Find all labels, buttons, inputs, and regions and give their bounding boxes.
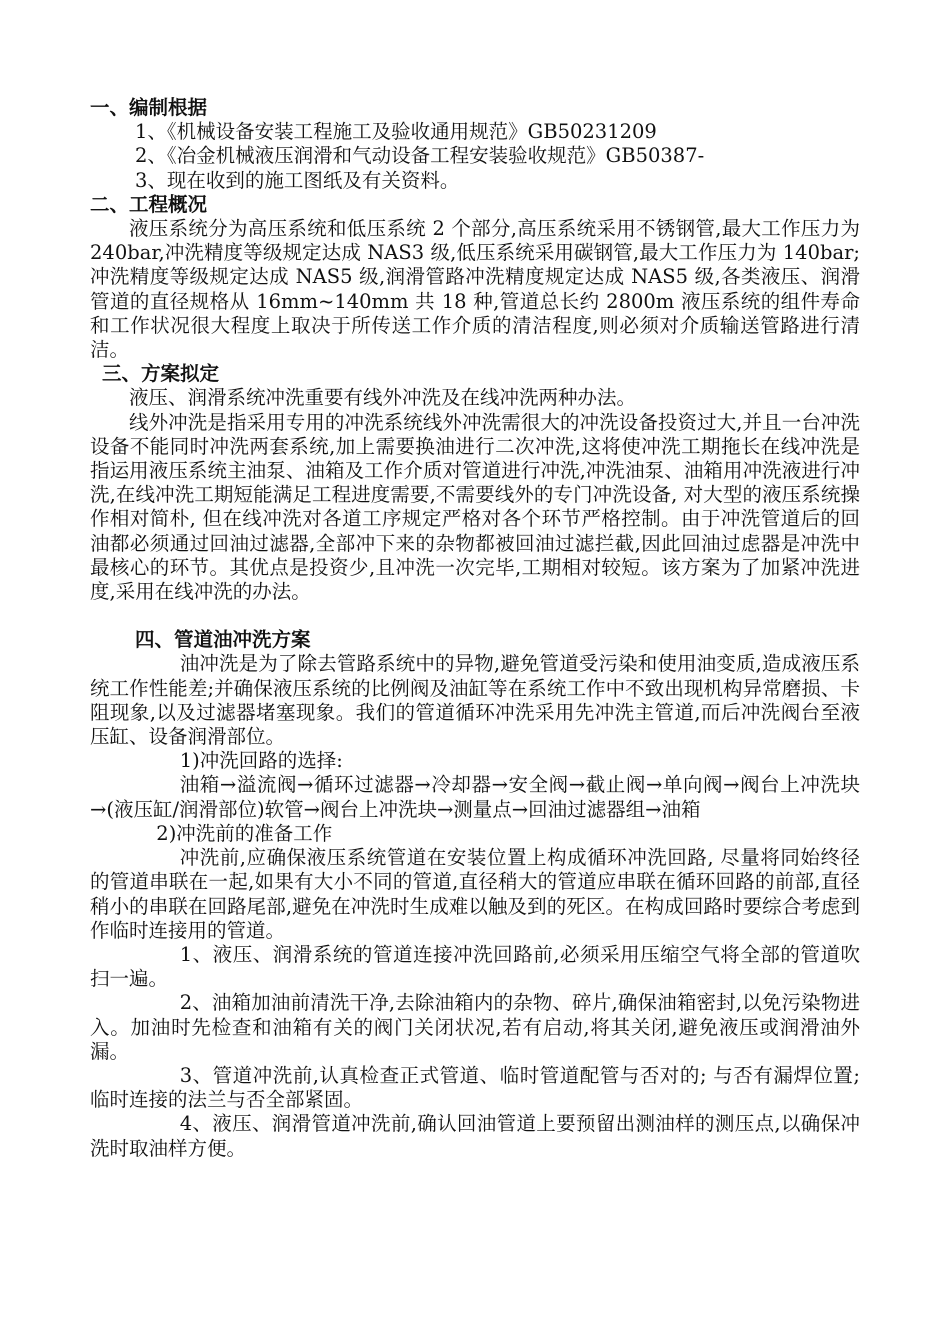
project-overview-paragraph: 液压系统分为高压系统和低压系统 2 个部分,高压系统采用不锈钢管,最大工作压力为 240bar,冲洗精度等级规定达成 NAS3 级,低压系统采用碳钢管,最大工作压力为 140bar;冲洗精度等级规定达成 NAS5 级,润滑管路冲洗精度规定达成 NAS5 级,各类液压、润滑管道的直径规格从 16mm~140mm 共 18 种,管道总长约 2800m 液压系统的组件寿命和工作状况很大程度上取决于所传送工作介质的清洁程度,则必须对介质输送管路进行清洁。 xyxy=(90,217,860,362)
section-2-heading: 二、工程概况 xyxy=(90,192,208,216)
reference-item: 2、《冶金机械液压润滑和气动设备工程安装验收规范》GB50387- xyxy=(135,144,705,168)
subsection-2-title: 2)冲洗前的准备工作 xyxy=(156,821,333,845)
section-4-heading: 四、管道油冲洗方案 xyxy=(135,628,311,652)
flushing-intro-paragraph: 油冲洗是为了除去管路系统中的异物,避免管道受污染和使用油变质,造成液压系统工作性能差;并确保液压系统的比例阀及油缸等在系统工作中不致出现机构异常磨损、卡阻现象,以及过滤器堵塞现象。我们的管道循环冲洗采用先冲洗主管道,而后冲洗阀台至液压缸、设备润滑部位。 xyxy=(90,652,860,749)
preparation-paragraph: 冲洗前,应确保液压系统管道在安装位置上构成循环冲洗回路, 尽量将同始终径的管道串联在一起,如果有大小不同的管道,直径稍大的管道应串联在循环回路的前部,直径稍小的串联在回路尾部,避免在冲洗时生成难以触及到的死区。在构成回路时要综合考虑到作临时连接用的管道。 xyxy=(90,846,860,942)
subsection-1-title: 1)冲洗回路的选择: xyxy=(179,749,343,773)
plan-paragraph: 液压、润滑系统冲洗重要有线外冲洗及在线冲洗两种办法。 xyxy=(129,386,637,410)
preparation-step: 4、液压、润滑管道冲洗前,确认回油管道上要预留出测油样的测压点,以确保冲洗时取油样方便。 xyxy=(90,1112,860,1160)
document-page xyxy=(90,96,860,1161)
section-1-heading: 一、编制根据 xyxy=(90,96,208,119)
section-3-heading: 三、方案拟定 xyxy=(102,362,220,386)
preparation-step: 3、管道冲洗前,认真检查正式管道、临时管道配管与否对的; 与否有漏焊位置; 临时连接的法兰与否全部紧固。 xyxy=(90,1063,860,1112)
blank-line xyxy=(90,604,860,628)
preparation-step: 2、油箱加油前清洗干净,去除油箱内的杂物、碎片,确保油箱密封,以免污染物进入。加油时先检查和油箱有关的阀门关闭状况,若有启动,将其关闭,避免液压或润滑油外漏。 xyxy=(90,991,860,1063)
preparation-step: 1、液压、润滑系统的管道连接冲洗回路前,必须采用压缩空气将全部的管道吹扫一遍。 xyxy=(90,942,860,991)
reference-item: 3、现在收到的施工图纸及有关资料。 xyxy=(135,168,460,192)
reference-item: 1、《机械设备安装工程施工及验收通用规范》GB50231209 xyxy=(135,120,657,144)
plan-paragraph: 线外冲洗是指采用专用的冲洗系统线外冲洗需很大的冲洗设备投资过大,并且一台冲洗设备不能同时冲洗两套系统,加上需要换油进行二次冲洗,这将使冲洗工期拖长在线冲洗是指运用液压系统主油泵、油箱及工作介质对管道进行冲洗,冲洗油泵、油箱用冲洗液进行冲洗,在线冲洗工期短能满足工程进度需要,不需要线外的专门冲洗设备, 对大型的液压系统操作相对简朴, 但在线冲洗对各道工序规定严格对各个环节严格控制。由于冲洗管道后的回油都必须通过回油过滤器,全部冲下来的杂物都被回油过滤拦截,因此回油过虑器是冲洗中最核心的环节。其优点是投资少,且冲洗一次完毕,工期相对较短。该方案为了加紧冲洗进度,采用在线冲洗的办法。 xyxy=(90,410,860,604)
flushing-circuit-paragraph: 油箱→溢流阀→循环过滤器→冷却器→安全阀→截止阀→单向阀→阀台上冲洗块→(液压缸/润滑部位)软管→阀台上冲洗块→测量点→回油过滤器组→油箱 xyxy=(90,773,860,821)
